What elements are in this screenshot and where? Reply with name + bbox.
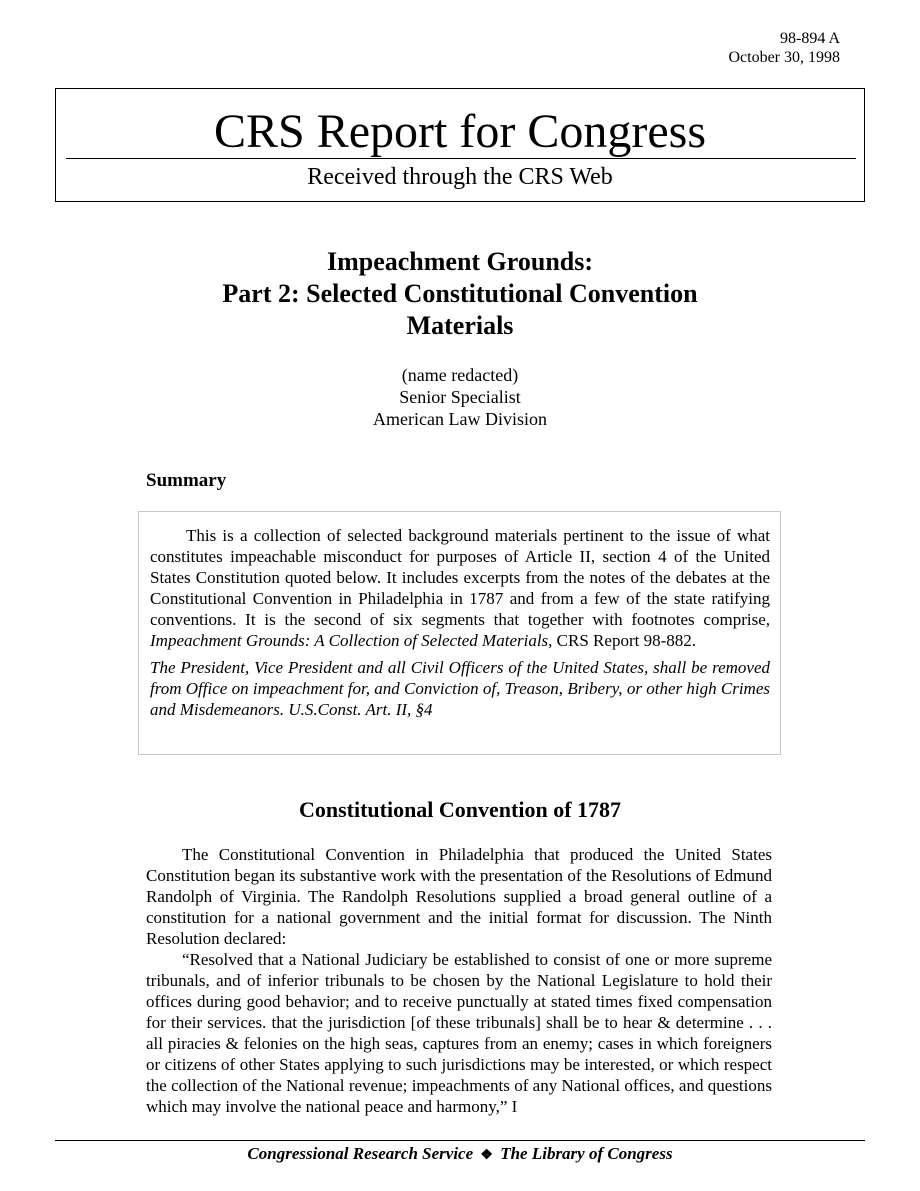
document-title-line: Materials [406, 311, 514, 340]
author-name: (name redacted) [401, 365, 519, 385]
report-header-subtitle: Received through the CRS Web [307, 164, 613, 190]
diamond-ornament-icon: ❖ [480, 1148, 493, 1163]
summary-intro-tail: CRS Report 98-882. [552, 631, 696, 650]
body-paragraph: The Constitutional Convention in Philadelphia that produced the United States Constitution began its substantive work with the presentation of the Resolutions of Edmund Randolph of Virginia. The Randolph Resolutions supplied a broad general outline of a constitution for a national government and the initial format for discussion. The Ninth Resolution declared: [146, 845, 772, 948]
summary-heading: Summary [146, 470, 227, 491]
document-title-line: Part 2: Selected Constitutional Convention [222, 279, 698, 308]
summary-intro-paragraph [150, 525, 770, 651]
author-division: American Law Division [373, 409, 547, 429]
summary-intro-text: This is a collection of selected background materials pertinent to the issue of what constitutes impeachable misconduct for purposes of Article II, section 4 of the United States Constitution quoted below. It includes excerpts from the notes of the debates at the Constitutional Convention in Philadelphia in 1787 and from a few of the state ratifying conventions. It is the second of six segments that together with footnotes comprise, [150, 526, 770, 629]
report-header-title [55, 104, 865, 160]
author-block [80, 364, 840, 430]
summary-citation: Impeachment Grounds: A Collection of Selected Materials, [150, 631, 553, 650]
footer-right-text: The Library of Congress [500, 1144, 673, 1163]
author-title: Senior Specialist [399, 387, 521, 407]
summary-content [150, 525, 770, 720]
section-body [146, 844, 772, 1117]
report-header-title-text: CRS Report for Congress [208, 105, 712, 158]
footer-divider [55, 1140, 865, 1141]
body-paragraph: “Resolved that a National Judiciary be established to consist of one or more supreme tribunals, and of inferior tribunals to be chosen by the National Legislature to hold their offices during good behavior; and to receive punctually at stated times fixed compensation for their services. that the jurisdiction [of these tribunals] shall be to hear & determine . . . all piracies & felonies on the high seas, captures from an enemy; cases in which foreigners or citizens of other States applying to such jurisdictions may be interested, or which respect the collection of the National revenue; impeachments of any National offices, and questions which may involve the national peace and harmony,” I [146, 950, 772, 1116]
constitution-quote: The President, Vice President and all Civil Officers of the United States, shall be removed from Office on impeachment for, and Conviction of, Treason, Bribery, or other high Crimes and Misdemeanors. U.S.Const. Art. II, §4 [150, 658, 770, 719]
report-date: October 30, 1998 [728, 49, 840, 66]
section-heading: Constitutional Convention of 1787 [298, 797, 622, 822]
footer-left-text: Congressional Research Service [247, 1144, 474, 1163]
page-footer [55, 1144, 865, 1164]
report-number: 98-894 A [780, 30, 840, 47]
document-title-line: Impeachment Grounds: [326, 247, 594, 276]
document-title [80, 246, 840, 342]
